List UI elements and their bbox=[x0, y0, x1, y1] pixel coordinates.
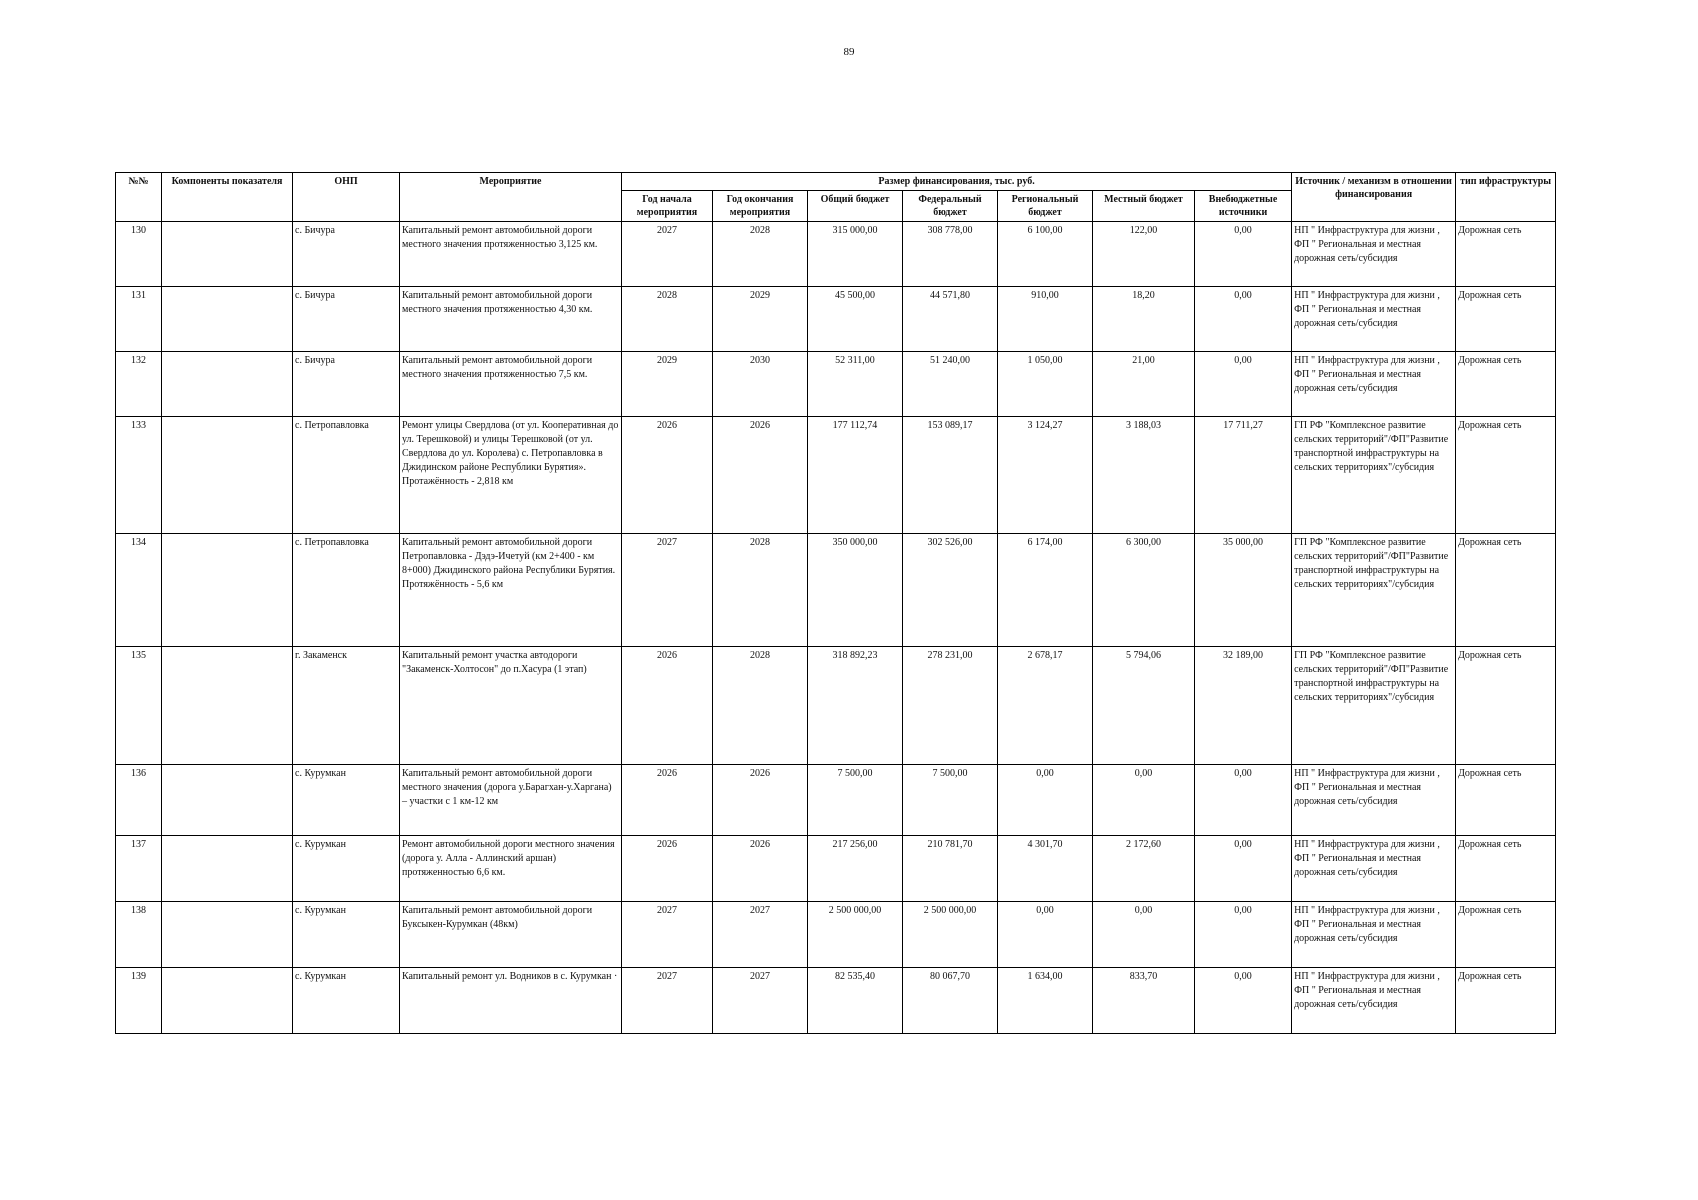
cell-year-end: 2029 bbox=[713, 287, 808, 352]
table-row bbox=[116, 968, 1556, 1034]
cell-year-end: 2026 bbox=[713, 765, 808, 836]
cell-regional: 0,00 bbox=[998, 765, 1093, 836]
cell-source: НП " Инфраструктура для жизни , ФП " Региональная и местная дорожная сеть/субсидия bbox=[1292, 902, 1456, 968]
cell-source: НП " Инфраструктура для жизни , ФП " Региональная и местная дорожная сеть/субсидия bbox=[1292, 836, 1456, 902]
cell-total: 177 112,74 bbox=[808, 417, 903, 534]
cell-num: 138 bbox=[116, 902, 162, 968]
cell-extra: 0,00 bbox=[1195, 968, 1292, 1034]
cell-federal: 2 500 000,00 bbox=[903, 902, 998, 968]
cell-local: 3 188,03 bbox=[1093, 417, 1195, 534]
cell-num: 137 bbox=[116, 836, 162, 902]
cell-event: Капитальный ремонт автомобильной дороги Буксыкен-Курумкан (48км) bbox=[400, 902, 622, 968]
cell-source: ГП РФ "Комплексное развитие сельских территорий"/ФП"Развитие транспортной инфраструктуры на сельских территориях"/субсидия bbox=[1292, 417, 1456, 534]
cell-onp: с. Бичура bbox=[293, 352, 400, 417]
cell-federal: 51 240,00 bbox=[903, 352, 998, 417]
cell-infra: Дорожная сеть bbox=[1456, 287, 1556, 352]
cell-year-end: 2027 bbox=[713, 968, 808, 1034]
cell-total: 45 500,00 bbox=[808, 287, 903, 352]
cell-local: 0,00 bbox=[1093, 765, 1195, 836]
cell-year-end: 2026 bbox=[713, 417, 808, 534]
cell-num: 134 bbox=[116, 534, 162, 647]
cell-total: 318 892,23 bbox=[808, 647, 903, 765]
cell-num: 133 bbox=[116, 417, 162, 534]
cell-onp: г. Закаменск bbox=[293, 647, 400, 765]
cell-source: ГП РФ "Комплексное развитие сельских территорий"/ФП"Развитие транспортной инфраструктуры на сельских территориях"/субсидия bbox=[1292, 534, 1456, 647]
cell-federal: 7 500,00 bbox=[903, 765, 998, 836]
cell-regional: 1 634,00 bbox=[998, 968, 1093, 1034]
header-components: Компоненты показателя bbox=[162, 173, 293, 222]
cell-infra: Дорожная сеть bbox=[1456, 534, 1556, 647]
cell-total: 2 500 000,00 bbox=[808, 902, 903, 968]
table-row bbox=[116, 902, 1556, 968]
table-row bbox=[116, 222, 1556, 287]
cell-federal: 308 778,00 bbox=[903, 222, 998, 287]
cell-year-end: 2027 bbox=[713, 902, 808, 968]
cell-num: 132 bbox=[116, 352, 162, 417]
table-row bbox=[116, 765, 1556, 836]
header-event: Мероприятие bbox=[400, 173, 622, 222]
cell-total: 315 000,00 bbox=[808, 222, 903, 287]
cell-federal: 210 781,70 bbox=[903, 836, 998, 902]
header-year-start: Год начала мероприятия bbox=[622, 191, 713, 222]
cell-year-start: 2026 bbox=[622, 836, 713, 902]
cell-event: Ремонт автомобильной дороги местного значения (дорога у. Алла - Аллинский аршан) протяженностью 6,6 км. bbox=[400, 836, 622, 902]
cell-local: 122,00 bbox=[1093, 222, 1195, 287]
header-financing: Размер финансирования, тыс. руб. bbox=[622, 173, 1292, 191]
header-regional: Региональный бюджет bbox=[998, 191, 1093, 222]
table-row bbox=[116, 836, 1556, 902]
page-number: 89 bbox=[843, 46, 855, 58]
cell-regional: 0,00 bbox=[998, 902, 1093, 968]
cell-onp: с. Курумкан bbox=[293, 836, 400, 902]
cell-onp: с. Петропавловка bbox=[293, 534, 400, 647]
table-row bbox=[116, 352, 1556, 417]
cell-local: 833,70 bbox=[1093, 968, 1195, 1034]
cell-regional: 3 124,27 bbox=[998, 417, 1093, 534]
cell-num: 135 bbox=[116, 647, 162, 765]
cell-regional: 6 100,00 bbox=[998, 222, 1093, 287]
cell-year-start: 2028 bbox=[622, 287, 713, 352]
header-extra: Внебюджетные источники bbox=[1195, 191, 1292, 222]
cell-federal: 153 089,17 bbox=[903, 417, 998, 534]
cell-source: НП " Инфраструктура для жизни , ФП " Региональная и местная дорожная сеть/субсидия bbox=[1292, 765, 1456, 836]
table-row bbox=[116, 534, 1556, 647]
cell-source: НП " Инфраструктура для жизни , ФП " Региональная и местная дорожная сеть/субсидия bbox=[1292, 287, 1456, 352]
cell-onp: с. Бичура bbox=[293, 222, 400, 287]
header-year-end: Год окончания мероприятия bbox=[713, 191, 808, 222]
cell-extra: 0,00 bbox=[1195, 352, 1292, 417]
cell-source: НП " Инфраструктура для жизни , ФП " Региональная и местная дорожная сеть/субсидия bbox=[1292, 968, 1456, 1034]
cell-event: Капитальный ремонт автомобильной дороги местного значения (дорога у.Барагхан-у.Харгана) – участки с 1 км-12 км bbox=[400, 765, 622, 836]
cell-federal: 302 526,00 bbox=[903, 534, 998, 647]
header-local: Местный бюджет bbox=[1093, 191, 1195, 222]
cell-infra: Дорожная сеть bbox=[1456, 417, 1556, 534]
cell-components bbox=[162, 836, 293, 902]
cell-year-start: 2026 bbox=[622, 417, 713, 534]
cell-event: Капитальный ремонт ул. Водников в с. Курумкан · bbox=[400, 968, 622, 1034]
cell-onp: с. Бичура bbox=[293, 287, 400, 352]
cell-num: 130 bbox=[116, 222, 162, 287]
cell-regional: 2 678,17 bbox=[998, 647, 1093, 765]
cell-components bbox=[162, 417, 293, 534]
cell-num: 136 bbox=[116, 765, 162, 836]
cell-onp: с. Курумкан bbox=[293, 968, 400, 1034]
cell-local: 18,20 bbox=[1093, 287, 1195, 352]
cell-extra: 0,00 bbox=[1195, 902, 1292, 968]
header-total: Общий бюджет bbox=[808, 191, 903, 222]
cell-total: 82 535,40 bbox=[808, 968, 903, 1034]
cell-event: Капитальный ремонт автомобильной дороги местного значения протяженностью 3,125 км. bbox=[400, 222, 622, 287]
cell-components bbox=[162, 222, 293, 287]
cell-extra: 0,00 bbox=[1195, 222, 1292, 287]
cell-infra: Дорожная сеть bbox=[1456, 647, 1556, 765]
cell-infra: Дорожная сеть bbox=[1456, 222, 1556, 287]
cell-local: 6 300,00 bbox=[1093, 534, 1195, 647]
cell-year-end: 2028 bbox=[713, 222, 808, 287]
header-source: Источник / механизм в отношении финансирования bbox=[1292, 173, 1456, 222]
cell-local: 0,00 bbox=[1093, 902, 1195, 968]
cell-components bbox=[162, 647, 293, 765]
cell-federal: 278 231,00 bbox=[903, 647, 998, 765]
cell-source: НП " Инфраструктура для жизни , ФП " Региональная и местная дорожная сеть/субсидия bbox=[1292, 222, 1456, 287]
cell-regional: 4 301,70 bbox=[998, 836, 1093, 902]
cell-federal: 80 067,70 bbox=[903, 968, 998, 1034]
cell-year-end: 2028 bbox=[713, 647, 808, 765]
cell-total: 52 311,00 bbox=[808, 352, 903, 417]
cell-year-end: 2026 bbox=[713, 836, 808, 902]
cell-extra: 17 711,27 bbox=[1195, 417, 1292, 534]
header-onp: ОНП bbox=[293, 173, 400, 222]
cell-year-start: 2027 bbox=[622, 534, 713, 647]
header-federal: Федеральный бюджет bbox=[903, 191, 998, 222]
cell-year-start: 2027 bbox=[622, 968, 713, 1034]
cell-total: 217 256,00 bbox=[808, 836, 903, 902]
cell-onp: с. Курумкан bbox=[293, 765, 400, 836]
table-row bbox=[116, 417, 1556, 534]
cell-year-start: 2027 bbox=[622, 902, 713, 968]
cell-year-end: 2028 bbox=[713, 534, 808, 647]
cell-extra: 35 000,00 bbox=[1195, 534, 1292, 647]
cell-num: 131 bbox=[116, 287, 162, 352]
cell-local: 5 794,06 bbox=[1093, 647, 1195, 765]
cell-infra: Дорожная сеть bbox=[1456, 765, 1556, 836]
financing-table bbox=[115, 172, 1556, 1034]
cell-event: Капитальный ремонт автомобильной дороги местного значения протяженностью 7,5 км. bbox=[400, 352, 622, 417]
cell-event: Капитальный ремонт участка автодороги "Закаменск-Холтосон" до п.Хасура (1 этап) bbox=[400, 647, 622, 765]
table-row bbox=[116, 287, 1556, 352]
cell-extra: 0,00 bbox=[1195, 836, 1292, 902]
cell-onp: с. Курумкан bbox=[293, 902, 400, 968]
cell-components bbox=[162, 534, 293, 647]
cell-total: 7 500,00 bbox=[808, 765, 903, 836]
cell-federal: 44 571,80 bbox=[903, 287, 998, 352]
cell-year-end: 2030 bbox=[713, 352, 808, 417]
cell-extra: 0,00 bbox=[1195, 287, 1292, 352]
cell-infra: Дорожная сеть bbox=[1456, 902, 1556, 968]
cell-components bbox=[162, 765, 293, 836]
cell-components bbox=[162, 902, 293, 968]
cell-components bbox=[162, 968, 293, 1034]
cell-year-start: 2026 bbox=[622, 647, 713, 765]
cell-local: 2 172,60 bbox=[1093, 836, 1195, 902]
cell-year-start: 2029 bbox=[622, 352, 713, 417]
cell-event: Ремонт улицы Свердлова (от ул. Кооперативная до ул. Терешковой) и улицы Терешковой (от ул. Свердлова до ул. Королева) с. Петропавловка в Джидинском районе Республики Бурятия». Протажённость - 2,818 км bbox=[400, 417, 622, 534]
header-row-1 bbox=[116, 173, 1556, 191]
cell-extra: 0,00 bbox=[1195, 765, 1292, 836]
cell-event: Капитальный ремонт автомобильной дороги местного значения протяженностью 4,30 км. bbox=[400, 287, 622, 352]
cell-infra: Дорожная сеть bbox=[1456, 836, 1556, 902]
cell-regional: 6 174,00 bbox=[998, 534, 1093, 647]
cell-event: Капитальный ремонт автомобильной дороги Петропавловка - Дэдэ-Ичетуй (км 2+400 - км 8+000) Джидинского района Республики Бурятия. Протяжённость - 5,6 км bbox=[400, 534, 622, 647]
cell-year-start: 2027 bbox=[622, 222, 713, 287]
cell-local: 21,00 bbox=[1093, 352, 1195, 417]
cell-year-start: 2026 bbox=[622, 765, 713, 836]
cell-onp: с. Петропавловка bbox=[293, 417, 400, 534]
cell-infra: Дорожная сеть bbox=[1456, 352, 1556, 417]
header-num: №№ bbox=[116, 173, 162, 222]
cell-num: 139 bbox=[116, 968, 162, 1034]
table-row bbox=[116, 647, 1556, 765]
cell-source: ГП РФ "Комплексное развитие сельских территорий"/ФП"Развитие транспортной инфраструктуры на сельских территориях"/субсидия bbox=[1292, 647, 1456, 765]
cell-source: НП " Инфраструктура для жизни , ФП " Региональная и местная дорожная сеть/субсидия bbox=[1292, 352, 1456, 417]
cell-components bbox=[162, 352, 293, 417]
cell-regional: 910,00 bbox=[998, 287, 1093, 352]
cell-regional: 1 050,00 bbox=[998, 352, 1093, 417]
cell-components bbox=[162, 287, 293, 352]
header-infra: тип ифраструктуры bbox=[1456, 173, 1556, 222]
cell-infra: Дорожная сеть bbox=[1456, 968, 1556, 1034]
cell-total: 350 000,00 bbox=[808, 534, 903, 647]
cell-extra: 32 189,00 bbox=[1195, 647, 1292, 765]
